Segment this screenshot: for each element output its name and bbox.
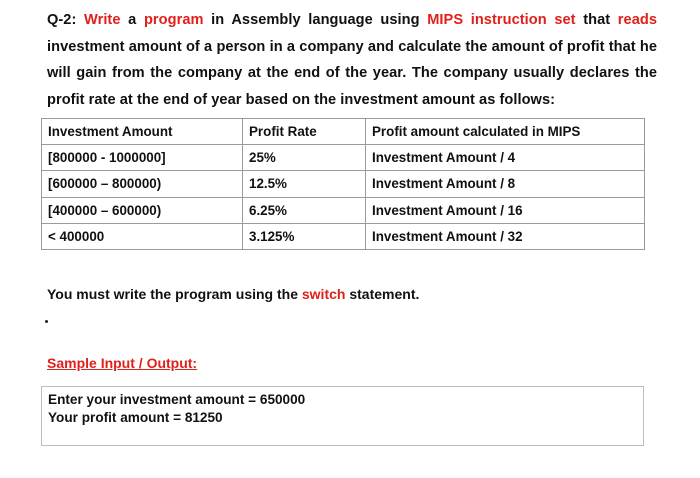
- highlight-write: Write: [84, 12, 121, 28]
- cell-range: [400000 – 600000): [42, 197, 243, 223]
- question-text: [47, 7, 657, 113]
- cell-formula: Investment Amount / 4: [366, 145, 645, 171]
- highlight-reads: reads: [617, 12, 657, 28]
- profit-rate-table: [41, 118, 645, 250]
- table-row: [42, 145, 645, 171]
- question-segment: in Assembly language using: [211, 12, 420, 28]
- highlight-switch: switch: [301, 286, 346, 302]
- note-text-after: statement.: [349, 286, 420, 302]
- table-row: [42, 223, 645, 249]
- cell-range: [800000 - 1000000]: [42, 145, 243, 171]
- table-row: [42, 171, 645, 197]
- sample-input-line: Enter your investment amount = 650000: [48, 392, 306, 407]
- cell-formula: Investment Amount / 8: [366, 171, 645, 197]
- question-word-a: a: [128, 12, 137, 28]
- cell-formula: Investment Amount / 16: [366, 197, 645, 223]
- cell-range: < 400000: [42, 223, 243, 249]
- cell-rate: 25%: [243, 145, 366, 171]
- cell-rate: 12.5%: [243, 171, 366, 197]
- highlight-program: program: [143, 12, 204, 28]
- question-word-that: that: [583, 12, 611, 28]
- cell-formula: Investment Amount / 32: [366, 223, 645, 249]
- header-investment-amount: Investment Amount: [42, 119, 243, 145]
- sample-io-title: Sample Input / Output:: [47, 355, 198, 371]
- sample-output-line: Your profit amount = 81250: [48, 409, 223, 425]
- question-body: investment amount of a person in a company and calculate the amount of profit that he will gain from the company at the end of the year. The company usually declares the profit rate at the end of year based on the investment amount as follows:: [47, 38, 657, 108]
- cell-rate: 6.25%: [243, 197, 366, 223]
- cell-rate: 3.125%: [243, 223, 366, 249]
- question-label: Q-2:: [47, 12, 77, 28]
- bullet-dot: [45, 320, 48, 323]
- header-profit-calculated: Profit amount calculated in MIPS: [366, 119, 645, 145]
- switch-requirement-note: [47, 286, 419, 302]
- note-text-before: You must write the program using the: [47, 286, 298, 302]
- cell-range: [600000 – 800000): [42, 171, 243, 197]
- table-header-row: [42, 119, 645, 145]
- sample-io-box: [41, 386, 644, 446]
- header-profit-rate: Profit Rate: [243, 119, 366, 145]
- table-row: [42, 197, 645, 223]
- highlight-mips: MIPS instruction set: [427, 12, 576, 28]
